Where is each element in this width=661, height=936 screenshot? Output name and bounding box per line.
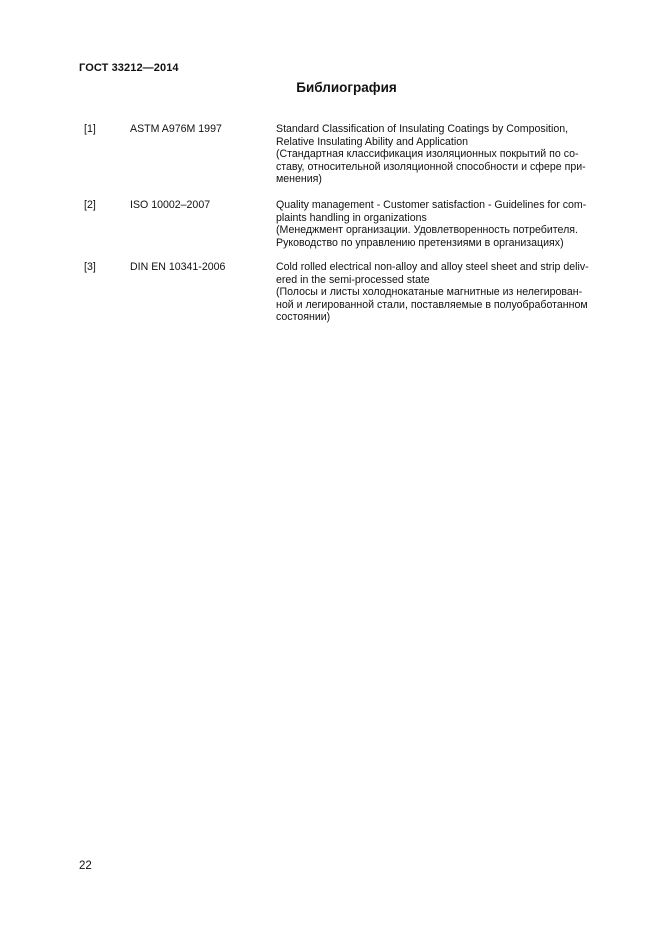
description-line: plaints handling in organizations [276, 211, 427, 224]
bibliography-list [84, 123, 614, 331]
description-line: Standard Classification of Insulating Coatings by Composition, [276, 123, 569, 135]
bibliography-entry [84, 123, 614, 199]
standard-code: ISO 10002–2007 [130, 199, 211, 211]
description-line: состоянии) [276, 311, 331, 324]
description-line: (Полосы и листы холоднокатаные магнитные из нелегирован- [276, 286, 583, 299]
page-title: Библиография [296, 80, 397, 95]
bibliography-entry [84, 261, 614, 331]
description-line: ставу, относительной изоляционной способности и сфере при- [276, 160, 586, 173]
description-line: Руководство по управлению претензиями в организациях) [276, 236, 564, 249]
bibliography-entry [84, 199, 614, 261]
entry-description [276, 123, 612, 186]
description-line: Relative Insulating Ability and Application [276, 135, 468, 148]
page-number: 22 [79, 860, 92, 872]
description-line: ered in the semi-processed state [276, 273, 430, 286]
standard-code: DIN EN 10341-2006 [130, 261, 226, 273]
description-line: ной и легированной стали, поставляемые в полуобработанном [276, 298, 588, 311]
description-line: менения) [276, 173, 322, 186]
entry-description [276, 261, 612, 324]
description-line: (Менеджмент организации. Удовлетворенность потребителя. [276, 224, 578, 237]
document-header: ГОСТ 33212—2014 [79, 62, 179, 74]
description-line: (Стандартная классификация изоляционных покрытий по со- [276, 148, 579, 161]
description-line: Cold rolled electrical non-alloy and alloy steel sheet and strip deliv- [276, 261, 589, 273]
entry-number: [3] [84, 261, 96, 273]
standard-code: ASTM A976M 1997 [130, 123, 222, 135]
entry-number: [1] [84, 123, 96, 135]
description-line: Quality management - Customer satisfaction - Guidelines for com- [276, 199, 587, 211]
entry-number: [2] [84, 199, 96, 211]
entry-description [276, 199, 612, 249]
